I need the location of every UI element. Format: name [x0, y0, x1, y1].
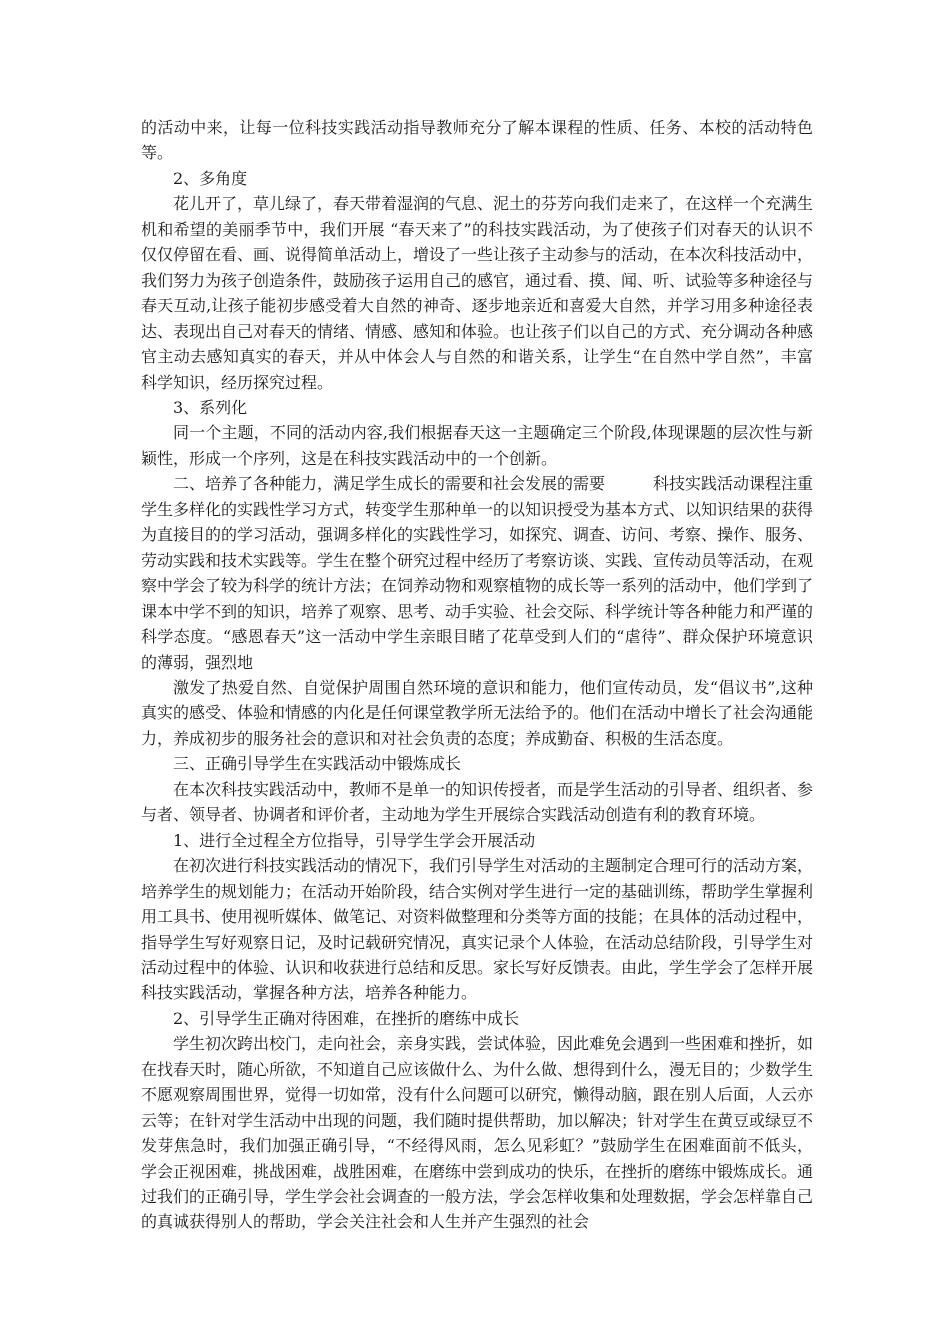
heading-full-process: 1、进行全过程全方位指导，引导学生学会开展活动: [173, 830, 536, 850]
heading-guidance: 三、正确引导学生在实践活动中锻炼成长: [173, 754, 462, 774]
paragraph-teacher-role: 在本次科技实践活动中，教师不是单一的知识传授者，而是学生活动的引导者、组织者、参与者、领导者、协调者和评价者，主动地为学生开展综合实践活动创造有利的教育环境。: [141, 779, 814, 825]
heading-serialization: 3、系列化: [173, 397, 248, 417]
paragraph-inspired: 激发了热爱自然、自觉保护周围自然环境的意识和能力，他们宣传动员，发“倡议书”,这种真实的感受、体验和情感的内化是任何课堂教学所无法给予的。他们在活动中增长了社会沟通能力，养成初步的服务社会的意识和对社会负责的态度；养成勤奋、积极的生活态度。: [141, 677, 814, 748]
heading-difficulties: 2、引导学生正确对待困难，在挫折的磨练中成长: [173, 1008, 520, 1028]
heading-multi-angle: 2、多角度: [173, 168, 248, 188]
paragraph-students-out: 学生初次跨出校门，走向社会，亲身实践，尝试体验，因此难免会遇到一些困难和挫折，如在找春天时，随心所欲，不知道自己应该做什么、为什么做、想得到什么，漫无目的；少数学生不愿观察周围世界，觉得一切如常，没有什么问题可以研究，懒得动脑，跟在别人后面，人云亦云等；在针对学生活动中出现的问题，我们随时提供帮助，加以解决；针对学生在黄豆或绿豆不发芽焦急时，我们加强正确引导，“不经得风雨，怎么见彩虹？”鼓励学生在困难面前不低头，学会正视困难，挑战困难，战胜困难，在磨练中尝到成功的快乐，在挫折的磨练中锻炼成长。通过我们的正确引导，学生学会社会调查的一般方法，学会怎样收集和处理数据，学会怎样靠自己的真诚获得别人的帮助，学会关注社会和人生并产生强烈的社会: [141, 1034, 814, 1232]
document-body: [141, 115, 813, 1235]
paragraph-same-theme: 同一个主题，不同的活动内容,我们根据春天这一主题确定三个阶段,体现课题的层次性与新颖性，形成一个序列，这是在科技实践活动中的一个创新。: [141, 423, 813, 468]
paragraph-abilities: 二、培养了各种能力，满足学生成长的需要和社会发展的需要 科技实践活动课程注重学生多样化的实践性学习方式，转变学生那种单一的以知识授受为基本方式、以知识结果的获得为直接目的的学习活动，强调多样化的实践性学习，如探究、调查、访问、考察、操作、服务、劳动实践和技术实践等。学生在整个研究过程中经历了考察访谈、实践、宣传动员等活动，在观察中学会了较为科学的统计方法；在饲养动物和观察植物的成长等一系列的活动中，他们学到了课本中学不到的知识，培养了观察、思考、动手实验、社会交际、科学统计等各种能力和严谨的科学态度。“感恩春天”这一活动中学生亲眼目睹了花草受到人们的“虐待”、群众保护环境意识的薄弱，强烈地: [141, 474, 814, 672]
paragraph-spring-activity: 花儿开了，草儿绿了，春天带着湿润的气息、泥土的芬芳向我们走来了，在这样一个充满生机和希望的美丽季节中，我们开展 “春天来了”的科技实践活动，为了使孩子们对春天的认识不仅仅停留在看、画、说得简单活动上，增设了一些让孩子主动参与的活动，在本次科技活动中，我们努力为孩子创造条件，鼓励孩子运用自己的感官，通过看、摸、闻、听、试验等多种途径与春天互动,让孩子能初步感受着大自然的神奇、逐步地亲近和喜爱大自然，并学习用多种途径表达、表现出自己对春天的情绪、情感、感知和体验。也让孩子们以自己的方式、充分调动各种感官主动去感知真实的春天，并从中体会人与自然的和谐关系，让学生“在自然中学自然”，丰富科学知识，经历探究过程。: [141, 194, 814, 392]
paragraph-first-activity: 在初次进行科技实践活动的情况下，我们引导学生对活动的主题制定合理可行的活动方案，培养学生的规划能力；在活动开始阶段，结合实例对学生进行一定的基础训练，帮助学生掌握利用工具书、使用视听媒体、做笔记、对资料做整理和分类等方面的技能；在具体的活动过程中，指导学生写好观察日记，及时记载研究情况，真实记录个人体验，在活动总结阶段，引导学生对活动过程中的体验、认识和收获进行总结和反思。家长写好反馈表。由此，学生学会了怎样开展科技实践活动，掌握各种方法，培养各种能力。: [141, 856, 814, 1003]
paragraph-continuation: 的活动中来，让每一位科技实践活动指导教师充分了解本课程的性质、任务、本校的活动特色等。: [141, 118, 813, 163]
